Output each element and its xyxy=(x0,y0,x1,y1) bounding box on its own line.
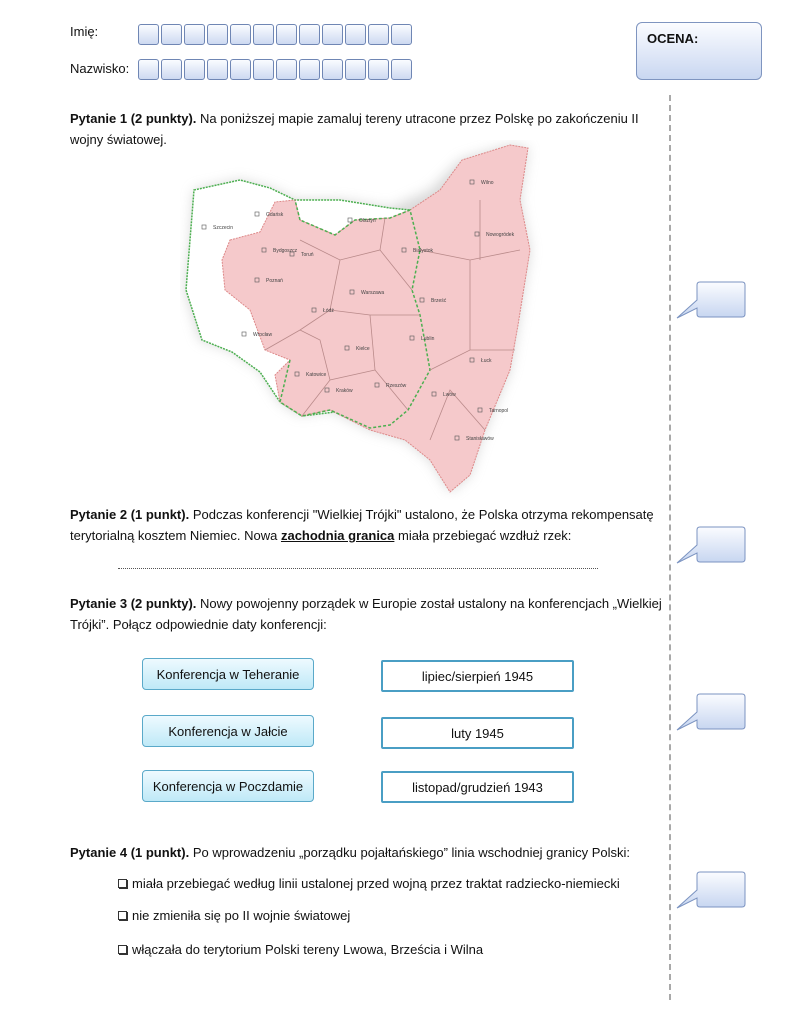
map-town-label: Warszawa xyxy=(361,290,385,296)
map-town-label: Lwów xyxy=(443,392,456,398)
option-2[interactable] xyxy=(118,908,350,923)
answer-line[interactable] xyxy=(118,568,598,569)
comment-bubble-icon[interactable] xyxy=(676,280,746,322)
option-2-label: nie zmieniła się po II wojnie światowej xyxy=(132,908,351,923)
conference-tehran-box[interactable]: Konferencja w Teheranie xyxy=(142,658,314,690)
question-1-text: Na poniższej mapie zamaluj tereny utracone przez Polskę po zakończeniu II wojny światowej. xyxy=(70,111,639,147)
option-1-label: miała przebiegać według linii ustalonej przed wojną przez traktat radziecko-niemiecki xyxy=(132,876,620,891)
letter-box[interactable] xyxy=(276,59,297,80)
letter-box[interactable] xyxy=(161,24,182,45)
poland-map[interactable] xyxy=(180,140,560,500)
question-2-title: Pytanie 2 (1 punkt). xyxy=(70,507,190,522)
comment-bubble-icon[interactable] xyxy=(676,525,746,567)
comment-bubble-icon[interactable] xyxy=(676,870,746,912)
letter-box[interactable] xyxy=(184,24,205,45)
letter-box[interactable] xyxy=(322,59,343,80)
first-name-input[interactable] xyxy=(138,24,412,45)
option-3[interactable] xyxy=(118,942,483,957)
last-name-label: Nazwisko: xyxy=(70,61,130,76)
map-town-label: Stanisławów xyxy=(466,436,494,442)
letter-box[interactable] xyxy=(299,24,320,45)
grade-label: OCENA: xyxy=(647,31,699,46)
map-town-label: Rzeszów xyxy=(386,383,407,389)
letter-box[interactable] xyxy=(184,59,205,80)
letter-box[interactable] xyxy=(391,59,412,80)
map-town-label: Brześć xyxy=(431,298,447,304)
map-town-label: Kraków xyxy=(336,388,353,394)
margin-divider xyxy=(669,95,671,1000)
date-box-3[interactable]: listopad/grudzień 1943 xyxy=(381,771,574,803)
question-4-title: Pytanie 4 (1 punkt). xyxy=(70,845,190,860)
question-3-text: Nowy powojenny porządek w Europie został ustalony na konferencjach „Wielkiej Trójki”. Połącz odpowiednie daty konferencji: xyxy=(70,596,662,632)
letter-box[interactable] xyxy=(230,59,251,80)
conference-potsdam-box[interactable]: Konferencja w Poczdamie xyxy=(142,770,314,802)
question-3 xyxy=(70,593,670,635)
letter-box[interactable] xyxy=(230,24,251,45)
map-town-label: Łódź xyxy=(323,308,334,314)
question-1-title: Pytanie 1 (2 punkty). xyxy=(70,111,197,126)
first-name-label: Imię: xyxy=(70,24,99,39)
option-1[interactable] xyxy=(118,876,620,891)
letter-box[interactable] xyxy=(368,24,389,45)
letter-box[interactable] xyxy=(345,24,366,45)
letter-box[interactable] xyxy=(276,24,297,45)
map-town-label: Białystok xyxy=(413,248,434,254)
map-town-label: Nowogródek xyxy=(486,232,515,238)
map-town-label: Poznań xyxy=(266,278,283,284)
question-4-text: Po wprowadzeniu „porządku pojałtańskiego” linia wschodniej granicy Polski: xyxy=(189,845,630,860)
map-town-label: Szczecin xyxy=(213,225,234,231)
conference-yalta-box[interactable]: Konferencja w Jałcie xyxy=(142,715,314,747)
map-town-label: Lublin xyxy=(421,336,435,342)
option-3-label: włączała do terytorium Polski tereny Lwowa, Brześcia i Wilna xyxy=(132,942,484,957)
map-town-label: Katowice xyxy=(306,372,327,378)
letter-box[interactable] xyxy=(391,24,412,45)
last-name-input[interactable] xyxy=(138,59,412,80)
grade-box[interactable] xyxy=(636,22,762,80)
letter-box[interactable] xyxy=(138,24,159,45)
question-4 xyxy=(70,842,670,863)
map-town-label: Wilno xyxy=(481,180,494,186)
letter-box[interactable] xyxy=(253,59,274,80)
letter-box[interactable] xyxy=(207,24,228,45)
question-2-emphasis: zachodnia granica xyxy=(280,528,395,543)
checkbox-icon[interactable] xyxy=(118,879,127,888)
map-town-label: Tarnopol xyxy=(489,408,509,414)
letter-box[interactable] xyxy=(322,24,343,45)
comment-bubble-icon[interactable] xyxy=(676,692,746,734)
letter-box[interactable] xyxy=(253,24,274,45)
map-town-label: Wrocław xyxy=(253,332,273,338)
date-box-2[interactable]: luty 1945 xyxy=(381,717,574,749)
letter-box[interactable] xyxy=(138,59,159,80)
question-3-title: Pytanie 3 (2 punkty). xyxy=(70,596,197,611)
letter-box[interactable] xyxy=(161,59,182,80)
question-2-text-end: miała przebiegać wzdłuż rzek: xyxy=(394,528,572,543)
letter-box[interactable] xyxy=(299,59,320,80)
map-town-label: Bydgoszcz xyxy=(273,248,298,254)
question-2 xyxy=(70,504,670,546)
date-box-1[interactable]: lipiec/sierpień 1945 xyxy=(381,660,574,692)
map-town-label: Gdańsk xyxy=(266,212,284,218)
letter-box[interactable] xyxy=(345,59,366,80)
map-town-label: Kielce xyxy=(356,346,370,352)
letter-box[interactable] xyxy=(368,59,389,80)
map-town-label: Łuck xyxy=(481,358,492,364)
question-2-text: Podczas konferencji "Wielkiej Trójki" ustalono, że Polska otrzyma rekompensatę terytorialną kosztem Niemiec. Nowa xyxy=(70,507,654,543)
letter-box[interactable] xyxy=(207,59,228,80)
map-town-label: Toruń xyxy=(301,252,314,258)
checkbox-icon[interactable] xyxy=(118,945,127,954)
map-town-label: Olsztyn xyxy=(359,218,376,224)
checkbox-icon[interactable] xyxy=(118,911,127,920)
